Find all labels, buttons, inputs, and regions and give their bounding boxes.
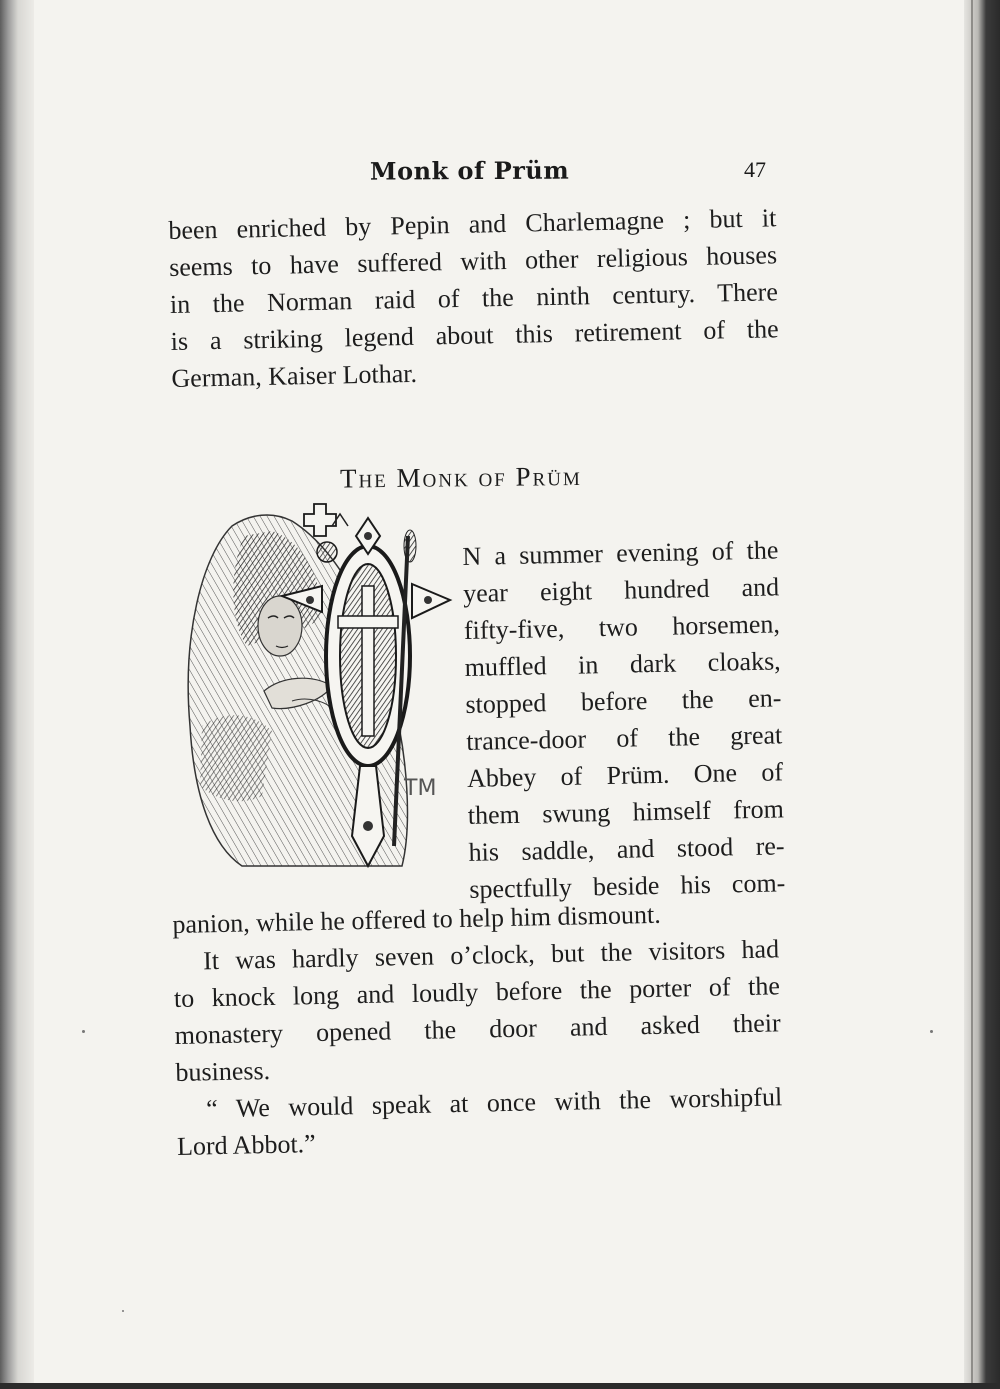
text-line: spectfully beside his com-	[469, 868, 786, 904]
text-line: N a summer evening of the	[462, 535, 779, 571]
text-line: them swung himself from	[467, 794, 785, 830]
text-line: It was hardly seven o’clock, but the visitors had	[202, 934, 780, 976]
text-line: his saddle, and stood re-	[468, 831, 785, 867]
monk-with-cross-letter-o-icon	[172, 496, 462, 874]
text-line: in the Norman raid of the ninth century. There	[169, 277, 779, 319]
text-line: German, Kaiser Lothar.	[171, 358, 418, 393]
text-line: muffled in dark cloaks,	[464, 646, 781, 682]
illustration-monogram: TM	[404, 776, 437, 801]
page-bottom-edge	[0, 1383, 1000, 1389]
text-line: monastery opened the door and asked their	[174, 1008, 781, 1050]
text-line: fifty-five, two horsemen,	[463, 609, 781, 645]
text-line: Lord Abbot.”	[176, 1129, 316, 1161]
page-edge-line	[971, 0, 973, 1389]
scan-speck	[930, 1030, 933, 1033]
page-number: 47	[744, 157, 766, 182]
page-edge-shadow	[964, 0, 1000, 1389]
section-title: The Monk of Prüm	[339, 460, 582, 494]
text-line: stopped before the en-	[465, 683, 782, 719]
text-line: Abbey of Prüm. One of	[466, 757, 784, 793]
text-line: year eight hundred and	[462, 572, 780, 608]
page-gutter-shadow	[0, 0, 34, 1389]
text-line: is a striking legend about this retirement of the	[170, 314, 779, 356]
text-line: trance-door of the great	[465, 720, 783, 756]
text-line: panion, while he offered to help him dismount.	[172, 899, 661, 939]
text-line: “ We would speak at once with the worshipful	[205, 1082, 783, 1124]
illustration-drawing	[172, 496, 462, 874]
text-line: to knock long and loudly before the porter of the	[173, 971, 781, 1013]
text-line: been enriched by Pepin and Charlemagne ; but it	[168, 203, 777, 245]
scan-speck	[82, 1030, 85, 1033]
text-line: business.	[175, 1055, 271, 1087]
story-wrapped-paragraph	[462, 531, 786, 908]
scan-speck	[122, 1310, 124, 1312]
story-continued-paragraph	[172, 893, 783, 1165]
running-title: Monk of Prüm	[369, 155, 570, 186]
text-line: seems to have suffered with other religious houses	[168, 240, 778, 282]
intro-paragraph	[168, 199, 780, 397]
